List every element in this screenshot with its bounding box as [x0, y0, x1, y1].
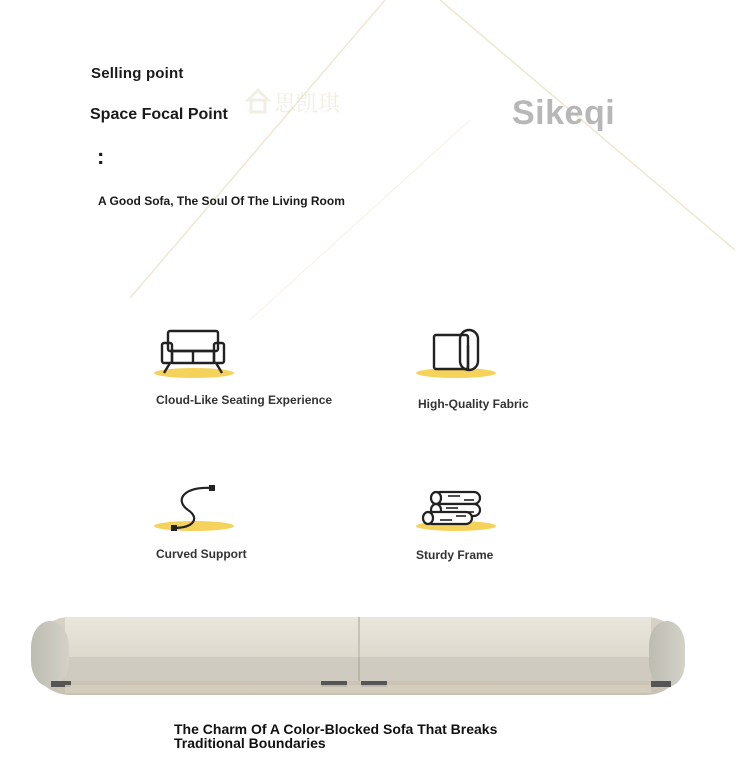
feature-item-curve — [150, 480, 330, 570]
background-lines — [0, 0, 750, 320]
caption-line-2: Traditional Boundaries — [174, 735, 326, 751]
brand-name: Sikeqi — [512, 94, 616, 132]
feature-item-fabric — [412, 325, 592, 415]
colon-mark: : — [97, 144, 105, 169]
logs-icon — [416, 480, 500, 536]
feature-item-frame — [412, 480, 592, 570]
curve-icon — [154, 480, 238, 536]
caption — [174, 722, 514, 750]
watermark-text: 思凯琪 — [274, 92, 341, 117]
section-title: Space Focal Point — [90, 106, 228, 123]
sofa-icon — [154, 325, 238, 381]
feature-label: High-Quality Fabric — [418, 397, 529, 411]
feature-label: Sturdy Frame — [416, 548, 494, 562]
selling-point-label: Selling point — [91, 65, 184, 82]
section-subtitle: A Good Sofa, The Soul Of The Living Room — [98, 194, 345, 208]
caption-line-1: The Charm Of A Color-Blocked Sofa That Breaks — [174, 721, 498, 737]
feature-label: Cloud-Like Seating Experience — [156, 393, 333, 407]
feature-label: Curved Support — [156, 547, 247, 561]
sofa-photo — [31, 617, 685, 697]
watermark-logo-icon — [244, 84, 354, 118]
fabric-roll-icon — [416, 325, 500, 381]
feature-item-seating — [150, 325, 333, 415]
